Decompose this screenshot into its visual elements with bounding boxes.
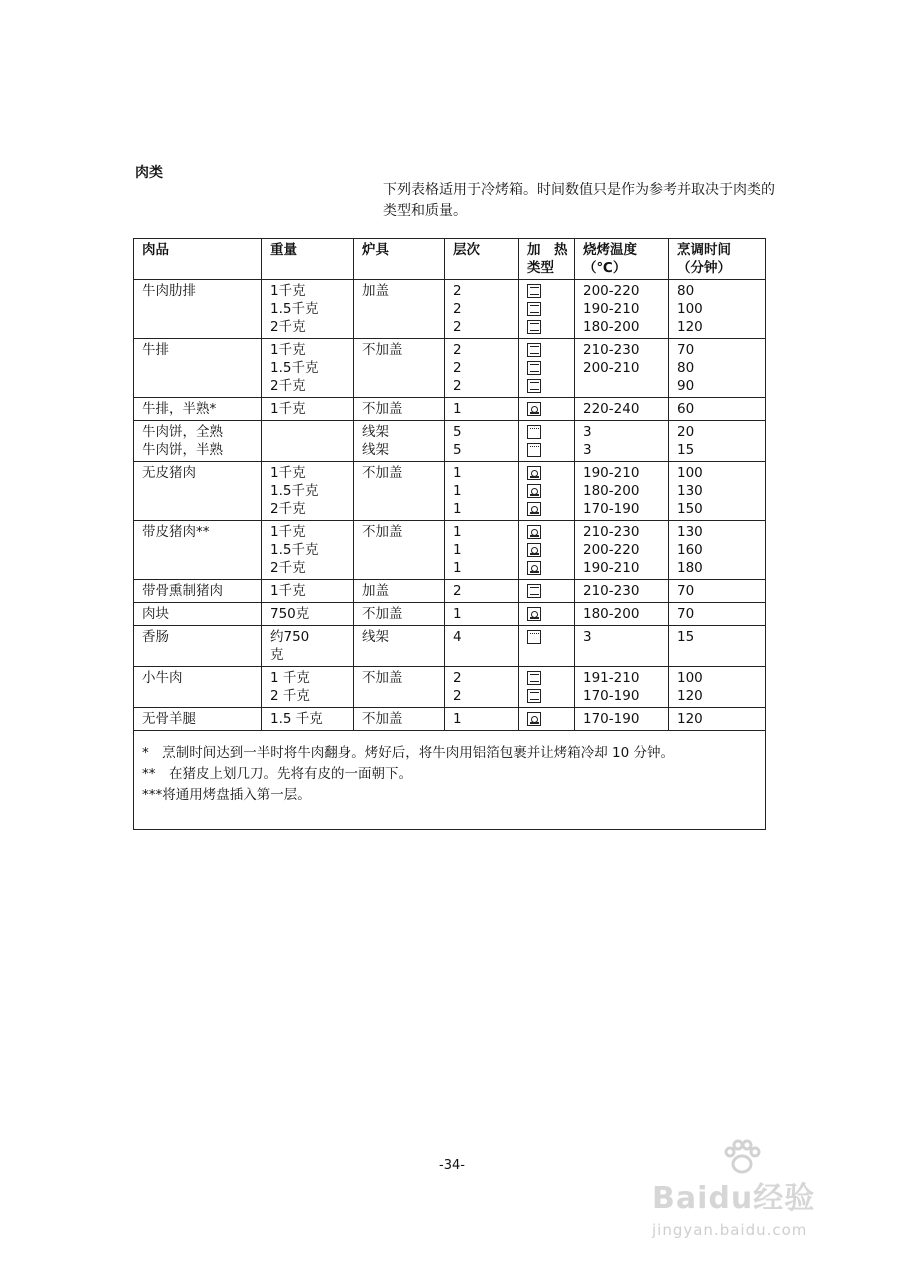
cell-weight — [262, 462, 354, 521]
cell-heat — [519, 280, 575, 339]
cell-meat — [134, 339, 262, 398]
cell-cookware — [354, 339, 445, 398]
level-value: 2 — [453, 301, 462, 317]
meat-value: 无皮猪肉 — [142, 465, 196, 481]
weight-value: 1千克 — [270, 524, 306, 540]
table-row — [134, 580, 766, 603]
level-value: 2 — [453, 360, 462, 376]
cell-cookware — [354, 708, 445, 731]
table-row — [134, 398, 766, 421]
header-heat-type: 加 热 类型 — [519, 239, 575, 280]
cookware-value: 线架 — [362, 442, 389, 458]
cell-cookware — [354, 521, 445, 580]
note-1: * 烹制时间达到一半时将牛肉翻身。烤好后，将牛肉用铝箔包裹并让烤箱冷却 10 分钟。 — [142, 745, 675, 761]
cookware-value: 线架 — [362, 424, 389, 440]
cell-weight — [262, 280, 354, 339]
temp-value: 170-190 — [583, 501, 640, 517]
cell-time — [669, 398, 766, 421]
cell-temp — [575, 667, 669, 708]
cell-meat — [134, 580, 262, 603]
cell-cookware — [354, 626, 445, 667]
cell-cookware — [354, 398, 445, 421]
table-row — [134, 626, 766, 667]
fan-heat-icon — [527, 561, 541, 575]
cell-temp — [575, 398, 669, 421]
cell-temp — [575, 580, 669, 603]
weight-value: 2千克 — [270, 319, 306, 335]
level-value: 1 — [453, 465, 462, 481]
weight-value: 2千克 — [270, 560, 306, 576]
temp-value: 190-210 — [583, 301, 640, 317]
fan-heat-icon — [527, 502, 541, 516]
level-value: 1 — [453, 560, 462, 576]
cell-level — [445, 580, 519, 603]
page-number: -34- — [439, 1158, 465, 1173]
top-bottom-heat-icon — [527, 689, 541, 703]
temp-value: 180-200 — [583, 483, 640, 499]
weight-value: 1.5千克 — [270, 483, 319, 499]
time-value: 70 — [677, 583, 695, 599]
cell-level — [445, 462, 519, 521]
top-bottom-heat-icon — [527, 584, 541, 598]
cell-level — [445, 280, 519, 339]
cell-level — [445, 603, 519, 626]
top-bottom-heat-icon — [527, 671, 541, 685]
cell-time — [669, 603, 766, 626]
cell-cookware — [354, 580, 445, 603]
cell-meat — [134, 667, 262, 708]
cookware-value: 不加盖 — [362, 401, 403, 417]
cell-heat — [519, 339, 575, 398]
cell-cookware — [354, 280, 445, 339]
cookware-value: 不加盖 — [362, 342, 403, 358]
cell-time — [669, 626, 766, 667]
cell-meat — [134, 708, 262, 731]
time-value: 90 — [677, 378, 695, 394]
meat-value: 牛排，半熟* — [142, 401, 217, 417]
watermark-logo-text: Baidu经验 — [652, 1181, 816, 1216]
cell-level — [445, 339, 519, 398]
cell-heat — [519, 521, 575, 580]
temp-value: 191-210 — [583, 670, 640, 686]
weight-value: 1.5千克 — [270, 360, 319, 376]
time-value: 130 — [677, 483, 703, 499]
cell-time — [669, 339, 766, 398]
cell-time — [669, 667, 766, 708]
cell-cookware — [354, 421, 445, 462]
time-value: 80 — [677, 360, 695, 376]
level-value: 2 — [453, 688, 462, 704]
cell-heat — [519, 626, 575, 667]
cell-temp — [575, 280, 669, 339]
cell-meat — [134, 280, 262, 339]
weight-value: 2千克 — [270, 501, 306, 517]
level-value: 1 — [453, 542, 462, 558]
meat-value: 无骨羊腿 — [142, 711, 196, 727]
level-value: 5 — [453, 424, 462, 440]
level-value: 1 — [453, 501, 462, 517]
cell-cookware — [354, 603, 445, 626]
cell-meat — [134, 626, 262, 667]
note-2: ** 在猪皮上划几刀。先将有皮的一面朝下。 — [142, 766, 412, 782]
weight-value: 2千克 — [270, 378, 306, 394]
intro-text: 下列表格适用于冷烤箱。时间数值只是作为参考并取决于肉类的类型和质量。 — [383, 182, 775, 219]
fan-heat-icon — [527, 466, 541, 480]
temp-value: 200-220 — [583, 542, 640, 558]
cell-cookware — [354, 667, 445, 708]
time-value: 130 — [677, 524, 703, 540]
level-value: 2 — [453, 319, 462, 335]
time-value: 60 — [677, 401, 695, 417]
meat-value: 香肠 — [142, 629, 169, 645]
top-bottom-heat-icon — [527, 361, 541, 375]
cell-meat — [134, 603, 262, 626]
cell-weight — [262, 667, 354, 708]
table-row — [134, 462, 766, 521]
table-row — [134, 280, 766, 339]
cell-weight — [262, 521, 354, 580]
table-row — [134, 339, 766, 398]
level-value: 2 — [453, 283, 462, 299]
cell-weight — [262, 603, 354, 626]
time-value: 160 — [677, 542, 703, 558]
meat-value: 牛肉饼，半熟 — [142, 442, 223, 458]
notes-cell — [134, 731, 766, 830]
cell-meat — [134, 421, 262, 462]
cookware-value: 不加盖 — [362, 465, 403, 481]
cell-temp — [575, 339, 669, 398]
meat-value: 牛肉饼，全熟 — [142, 424, 223, 440]
weight-value: 1千克 — [270, 465, 306, 481]
weight-value: 1千克 — [270, 342, 306, 358]
weight-value: 1.5千克 — [270, 542, 319, 558]
cell-heat — [519, 580, 575, 603]
cell-level — [445, 667, 519, 708]
time-value: 100 — [677, 465, 703, 481]
cookware-value: 加盖 — [362, 283, 389, 299]
level-value: 1 — [453, 483, 462, 499]
paw-logo-icon — [722, 1139, 762, 1175]
section-title: 肉类 — [135, 165, 163, 181]
level-value: 5 — [453, 442, 462, 458]
level-value: 2 — [453, 670, 462, 686]
cookware-value: 不加盖 — [362, 606, 403, 622]
fan-heat-icon — [527, 712, 541, 726]
meat-value: 带皮猪肉** — [142, 524, 210, 540]
cell-time — [669, 280, 766, 339]
weight-value: 750克 — [270, 606, 310, 622]
temp-value: 190-210 — [583, 465, 640, 481]
meat-value: 小牛肉 — [142, 670, 183, 686]
weight-value: 1.5 千克 — [270, 711, 323, 727]
temp-value: 210-230 — [583, 583, 640, 599]
cookware-value: 加盖 — [362, 583, 389, 599]
cell-time — [669, 708, 766, 731]
temp-value: 180-200 — [583, 606, 640, 622]
meat-value: 带骨熏制猪肉 — [142, 583, 223, 599]
level-value: 1 — [453, 711, 462, 727]
temp-value: 170-190 — [583, 688, 640, 704]
weight-value: 1千克 — [270, 583, 306, 599]
weight-value: 1.5千克 — [270, 301, 319, 317]
cell-temp — [575, 626, 669, 667]
weight-value: 克 — [270, 647, 284, 663]
cell-heat — [519, 667, 575, 708]
temp-value: 180-200 — [583, 319, 640, 335]
weight-value: 约750 — [270, 629, 310, 645]
cell-time — [669, 462, 766, 521]
fan-heat-icon — [527, 543, 541, 557]
temp-value: 200-210 — [583, 360, 640, 376]
table-row — [134, 521, 766, 580]
cell-temp — [575, 462, 669, 521]
weight-value: 1千克 — [270, 401, 306, 417]
time-value: 100 — [677, 301, 703, 317]
grill-heat-icon — [527, 443, 541, 457]
fan-heat-icon — [527, 402, 541, 416]
time-value: 120 — [677, 319, 703, 335]
cell-heat — [519, 421, 575, 462]
level-value: 1 — [453, 401, 462, 417]
header-cook-time: 烹调时间 （分钟） — [669, 239, 766, 280]
watermark-url: jingyan.baidu.com — [652, 1221, 808, 1239]
fan-heat-icon — [527, 484, 541, 498]
time-value: 20 — [677, 424, 695, 440]
cookware-value: 不加盖 — [362, 524, 403, 540]
top-bottom-heat-icon — [527, 343, 541, 357]
cell-meat — [134, 462, 262, 521]
time-value: 120 — [677, 688, 703, 704]
time-value: 80 — [677, 283, 695, 299]
table-row — [134, 421, 766, 462]
table-row — [134, 708, 766, 731]
cell-heat — [519, 603, 575, 626]
grill-heat-icon — [527, 630, 541, 644]
fan-heat-icon — [527, 607, 541, 621]
cookware-value: 不加盖 — [362, 670, 403, 686]
cell-heat — [519, 708, 575, 731]
level-value: 2 — [453, 583, 462, 599]
cell-meat — [134, 521, 262, 580]
notes-row — [134, 731, 766, 830]
level-value: 4 — [453, 629, 462, 645]
cell-weight — [262, 339, 354, 398]
top-bottom-heat-icon — [527, 379, 541, 393]
cell-weight — [262, 708, 354, 731]
header-temperature: 烧烤温度 （℃） — [575, 239, 669, 280]
temp-value: 200-220 — [583, 283, 640, 299]
cell-time — [669, 580, 766, 603]
cell-weight — [262, 580, 354, 603]
temp-value: 3 — [583, 442, 592, 458]
note-3: ***将通用烤盘插入第一层。 — [142, 787, 311, 803]
cell-level — [445, 421, 519, 462]
level-value: 1 — [453, 524, 462, 540]
time-value: 15 — [677, 629, 695, 645]
header-level: 层次 — [445, 239, 519, 280]
table-header-row — [134, 239, 766, 280]
header-weight: 重量 — [262, 239, 354, 280]
meat-value: 肉块 — [142, 606, 169, 622]
meat-value: 牛排 — [142, 342, 169, 358]
temp-value: 3 — [583, 424, 592, 440]
temp-value: 210-230 — [583, 524, 640, 540]
cell-time — [669, 421, 766, 462]
time-value: 70 — [677, 606, 695, 622]
weight-value: 1千克 — [270, 283, 306, 299]
weight-value: 2 千克 — [270, 688, 310, 704]
top-bottom-heat-icon — [527, 302, 541, 316]
grill-heat-icon — [527, 425, 541, 439]
cell-level — [445, 521, 519, 580]
temp-value: 220-240 — [583, 401, 640, 417]
table-row — [134, 603, 766, 626]
cell-level — [445, 708, 519, 731]
level-value: 2 — [453, 378, 462, 394]
meat-value: 牛肉肋排 — [142, 283, 196, 299]
header-meat: 肉品 — [134, 239, 262, 280]
meat-cooking-table — [133, 238, 766, 830]
cell-heat — [519, 462, 575, 521]
fan-heat-icon — [527, 525, 541, 539]
cell-cookware — [354, 462, 445, 521]
cell-heat — [519, 398, 575, 421]
cell-level — [445, 626, 519, 667]
cell-temp — [575, 708, 669, 731]
cell-temp — [575, 603, 669, 626]
cell-weight — [262, 626, 354, 667]
cell-level — [445, 398, 519, 421]
top-bottom-heat-icon — [527, 284, 541, 298]
temp-value: 3 — [583, 629, 592, 645]
temp-value: 210-230 — [583, 342, 640, 358]
header-cookware: 炉具 — [354, 239, 445, 280]
temp-value: 170-190 — [583, 711, 640, 727]
time-value: 180 — [677, 560, 703, 576]
cell-temp — [575, 421, 669, 462]
time-value: 150 — [677, 501, 703, 517]
time-value: 70 — [677, 342, 695, 358]
cell-meat — [134, 398, 262, 421]
cell-weight — [262, 421, 354, 462]
time-value: 15 — [677, 442, 695, 458]
time-value: 100 — [677, 670, 703, 686]
level-value: 2 — [453, 342, 462, 358]
temp-value: 190-210 — [583, 560, 640, 576]
cell-time — [669, 521, 766, 580]
cell-temp — [575, 521, 669, 580]
top-bottom-heat-icon — [527, 320, 541, 334]
level-value: 1 — [453, 606, 462, 622]
time-value: 120 — [677, 711, 703, 727]
cookware-value: 不加盖 — [362, 711, 403, 727]
table-row — [134, 667, 766, 708]
weight-value: 1 千克 — [270, 670, 310, 686]
cookware-value: 线架 — [362, 629, 389, 645]
cell-weight — [262, 398, 354, 421]
watermark — [652, 1145, 852, 1245]
